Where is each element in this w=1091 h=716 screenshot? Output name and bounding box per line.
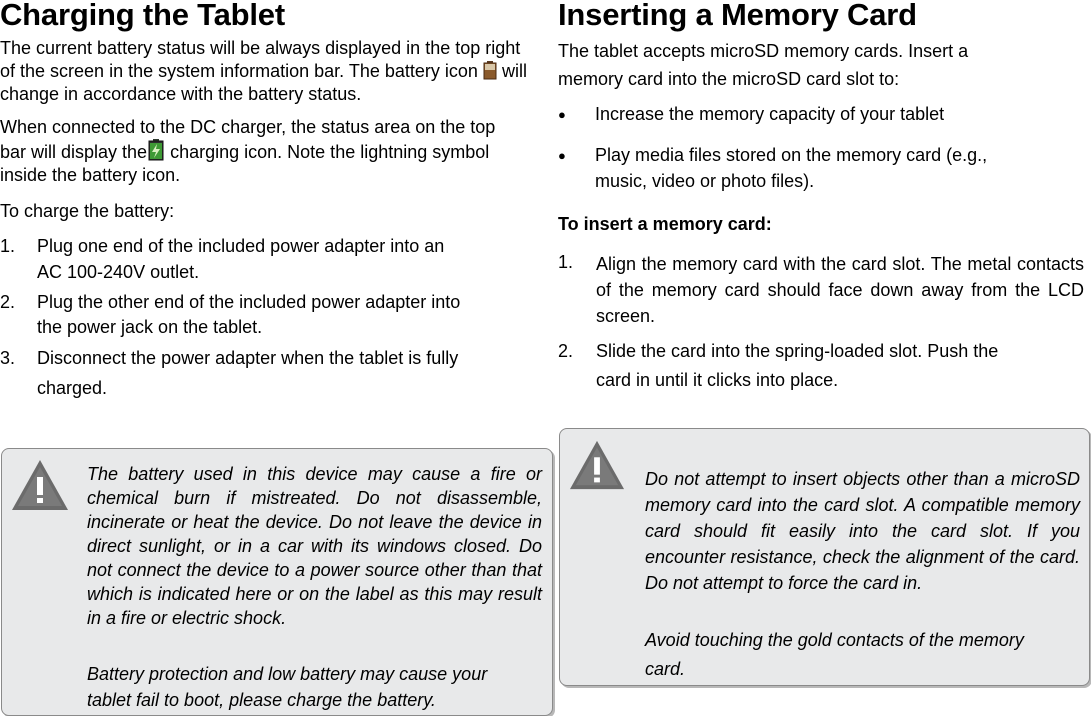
warning-icon [11,459,69,511]
charge-steps-list [0,235,540,400]
left-column [0,0,540,400]
battery-para-text-1: The current battery status will be always displayed in the top right of the screen in the system information bar. The battery icon [0,38,521,81]
bullet-text-line1: Play media files stored on the memory card (e.g., [595,145,988,165]
list-item [0,347,535,400]
memory-bullets [558,103,1088,193]
charger-para-text-1: When connected to the DC charger, the status area on the top bar will display the [0,117,496,162]
step-number: 1. [0,236,16,256]
step-text-line1: Plug the other end of the included power adapter into [37,292,461,312]
battery-warning-text: The battery used in this device may cause a fire or chemical burn if mistreated. Do not disassemble, incinerate or heat the device. Do not leave the device in direct sunlight, or in a car with its windows closed. Do not connect the device to a power source other than that which is indicated here or on the label as this may result in a fire or electric shock. [87,464,542,628]
battery-protection-line2: tablet fail to boot, please charge the battery. [87,690,436,710]
step-text-line2: AC 100-240V outlet. [37,262,200,282]
step-text-line1: Plug one end of the included power adapter into an [37,236,445,256]
list-item [0,235,520,284]
list-item [0,291,535,339]
bullet-icon: ● [558,148,566,163]
battery-warning-box [1,448,553,716]
list-item [558,144,1088,193]
gold-contacts-line1: Avoid touching the gold contacts of the memory [645,630,1024,650]
battery-status-paragraph [0,37,530,106]
memory-card-title: Inserting a Memory Card [558,0,917,32]
step-number: 1. [558,252,574,272]
step-text-line2: the power jack on the tablet. [37,317,263,337]
list-item [558,340,1088,392]
step-number: 2. [0,292,16,312]
memory-intro-line1: The tablet accepts microSD memory cards. Insert a [558,41,969,61]
memory-intro-line2: memory card into the microSD card slot to: [558,69,900,89]
memory-warning-box [559,428,1090,686]
charging-title: Charging the Tablet [0,0,285,32]
charger-paragraph [0,116,520,187]
right-column [558,0,1088,392]
battery-protection-line1: Battery protection and low battery may cause your [87,664,488,684]
bullet-icon: ● [558,107,566,122]
bullet-text: Increase the memory capacity of your tablet [595,104,945,124]
charger-para-text-2: charging icon. Note the lightning symbol inside the battery icon. [0,142,490,185]
battery-para-text-2: will change in accordance with the battery status. [0,61,527,104]
step-text: Align the memory card with the card slot. The metal contacts of the memory card should face down away from the LCD screen. [596,254,1084,326]
step-number: 2. [558,341,574,361]
insert-steps-list [558,251,1088,392]
list-item [558,251,1088,329]
memory-warning-text: Do not attempt to insert objects other than a microSD memory card into the card slot. A compatible memory card should fit easily into the card slot. If you encounter resistance, check the alignment of the card. Do not attempt to force the card in. [645,469,1080,593]
step-text-line2: card in until it clicks into place. [596,370,839,390]
battery-charging-icon [147,139,165,161]
gold-contacts-line2: card. [645,659,686,679]
step-text-line1: Slide the card into the spring-loaded slot. Push the [596,341,999,361]
bullet-text-line2: music, video or photo files). [595,171,815,191]
insert-heading: To insert a memory card: [558,214,772,234]
warning-icon [569,439,625,491]
list-item [558,103,1088,126]
charge-intro: To charge the battery: [0,201,175,221]
step-text-line2: charged. [37,378,108,398]
step-text-line1: Disconnect the power adapter when the tablet is fully [37,348,459,368]
battery-status-icon [483,61,497,80]
step-number: 3. [0,348,16,368]
